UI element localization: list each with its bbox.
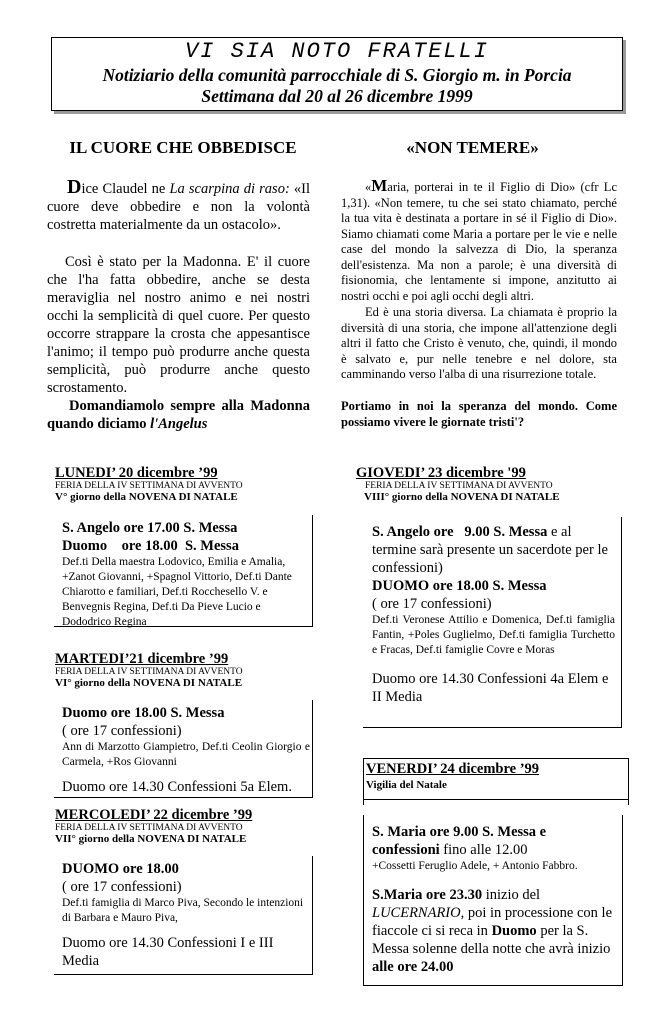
confessions-line: Duomo ore 14.30 Confessioni 4a Elem e II Media (372, 671, 609, 705)
tuesday-box (54, 700, 313, 798)
right-article-p3: Portiamo in noi la speranza del mondo. Come possiamo vivere le giornate tristi'? (341, 399, 617, 429)
monday-header (55, 465, 315, 504)
mass-line: Duomo ore 18.00 S. Messa (62, 705, 225, 721)
day-title: MERCOLEDI’ 22 dicembre ’99 (55, 807, 253, 823)
right-article-p2: Ed è una storia diversa. La chiamata è proprio la diversità di una storia, che impone all'attenzione degli altri il fatto che Cristo è venuto, che, quindi, il mondo è salvato e, pur nelle tenebre e nel dolore, sta camminando verso l'alba di una risurrezione totale. (341, 305, 617, 381)
thursday-box (363, 517, 622, 728)
friday-divider (363, 798, 629, 805)
mass-line: DUOMO ore 18.00 (62, 861, 179, 877)
vigil-label: Vigilia del Natale (366, 779, 447, 791)
feria-label: FERIA DELLA IV SETTIMANA DI AVVENTO (55, 481, 243, 491)
right-article-p1: «Maria, porterai in te il Figlio di Dio» (cfr Lc 1,31). «Non temere, tu che sei stato chiamato, perché la tua vita è destinata a portare in sé il Figlio di Dio». Siamo chiamati come Maria a portare per le vie e nelle case del mondo la salvezza di Dio, la speranza dell'esistenza. Ma non a parole; è una diversità di fisionomia, che lentamente si impone, anzitutto ai nostri occhi e poi agli occhi degli altri. (341, 176, 617, 303)
mass-intentions: Def.ti famiglia di Marco Piva, Secondo le intenzioni di Barbara e Mauro Piva, (62, 897, 304, 924)
dropcap: D (67, 176, 82, 198)
friday-header (363, 758, 629, 800)
day-title: VENERDI’ 24 dicembre ’99 (366, 761, 540, 777)
mass-intentions: Ann di Marzotto Giampietro, Def.ti Ceolin Giorgio e Carmela, +Ros Giovanni (62, 741, 310, 768)
monday-box (54, 515, 313, 627)
tuesday-header (55, 651, 315, 690)
mass-line: DUOMO ore 18.00 S. Messa (372, 578, 547, 594)
masthead-week: Settimana dal 20 al 26 dicembre 1999 (201, 86, 473, 106)
confession-note: ( ore 17 confessioni) (372, 596, 492, 612)
mass-intentions: +Cossetti Feruglio Adele, + Antonio Fabbro. (372, 860, 578, 872)
mass-line: S. Angelo ore 9.00 S. Messa e al termine sarà presente un sacerdote per le confessioni) (372, 524, 612, 576)
confessions-line: Duomo ore 14.30 Confessioni 5a Elem. (62, 779, 292, 795)
left-article-p2: Così è stato per la Madonna. E' il cuore che l'ha fatta obbedire, anche se desta meraviglia nel nostro animo e nei nostri occhi la semplicità di quel cuore. Per questo occorre strappare la crosta che appesantisce l'animo; il tempo può produrre anche questa semplicità, può produrre anche questo scrostamento. (47, 254, 310, 396)
confessions-line: Duomo ore 14.30 Confessioni I e III Media (62, 935, 274, 969)
masthead-title: VI SIA NOTO FRATELLI (184, 39, 490, 64)
feria-label: FERIA DELLA IV SETTIMANA DI AVVENTO (55, 667, 243, 677)
mass-intentions: Def.ti Della maestra Lodovico, Emilia e Amalia, +Zanot Giovanni, +Spagnol Vittorio, Def.ti Dante Chiarotto e familiari, Def.ti Rocchesello V. e Benvegnis Regina, Def.ti Da Pieve Lucio e Dododrico Regina (62, 556, 292, 628)
day-title: MARTEDI’21 dicembre ’99 (55, 651, 229, 667)
left-article-title: IL CUORE CHE OBBEDISCE (69, 138, 297, 157)
confession-note: ( ore 17 confessioni) (62, 723, 182, 739)
friday-box (363, 815, 623, 986)
novena-label: VI° giorno della NOVENA DI NATALE (55, 677, 243, 689)
day-title: LUNEDI’ 20 dicembre ’99 (55, 465, 218, 481)
wednesday-box (54, 856, 313, 975)
wednesday-header (55, 807, 315, 846)
left-article-p1: Dice Claudel ne La scarpina di raso: «Il cuore deve obbedire e non la volontà costretta materialmente da un ostacolo». (47, 176, 311, 233)
masthead (51, 37, 623, 111)
day-title: GIOVEDI’ 23 dicembre '99 (356, 465, 526, 481)
novena-label: VIII° giorno della NOVENA DI NATALE (364, 491, 560, 503)
novena-label: V° giorno della NOVENA DI NATALE (55, 491, 238, 503)
right-article-title: «NON TEMERE» (406, 138, 539, 157)
mass-intentions: Def.ti Veronese Attilio e Domenica, Def.ti famiglia Fantin, +Poles Guglielmo, Def.ti famiglia Turchetto e Fracas, Def.ti famiglie Covre e Moras (372, 614, 615, 656)
masthead-subtitle: Notiziario della comunità parrocchiale di S. Giorgio m. in Porcia (102, 65, 572, 85)
mass-line: S. Maria ore 9.00 S. Messa e confessioni fino alle 12.00 (372, 824, 547, 858)
christmas-night-mass: S.Maria ore 23.30 inizio del LUCERNARIO, poi in processione con le fiaccole ci si reca in Duomo per la S. Messa solenne della notte che avrà inizio alle ore 24.00 (372, 887, 613, 975)
thursday-header (356, 465, 626, 504)
dropcap: M (371, 176, 388, 195)
mass-line: S. Angelo ore 17.00 S. Messa (62, 520, 238, 536)
confession-note: ( ore 17 confessioni) (62, 879, 182, 895)
feria-label: FERIA DELLA IV SETTIMANA DI AVVENTO (55, 823, 243, 833)
feria-label: FERIA DELLA IV SETTIMANA DI AVVENTO (365, 481, 553, 491)
mass-line: Duomo ore 18.00 S. Messa (62, 538, 239, 554)
left-article-p3: Domandiamolo sempre alla Madonna quando diciamo l'Angelus (47, 398, 310, 432)
novena-label: VII° giorno della NOVENA DI NATALE (55, 833, 247, 845)
